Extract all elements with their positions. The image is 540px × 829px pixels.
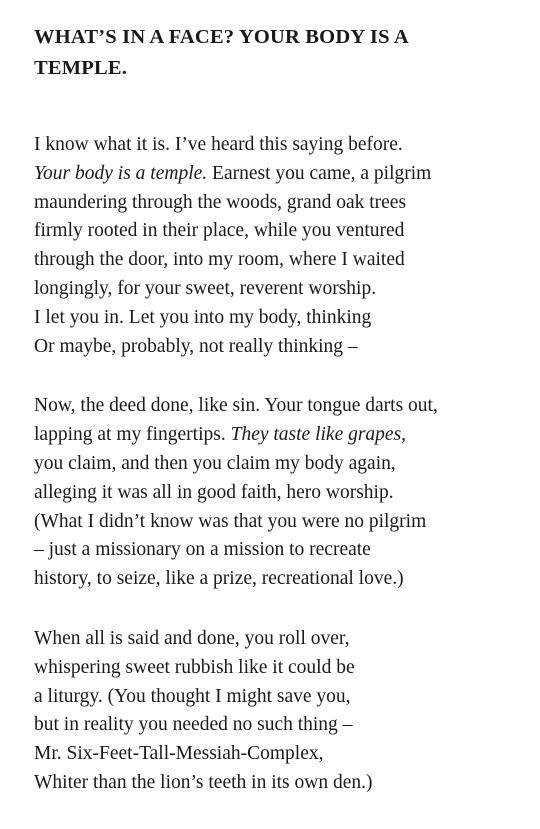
line-text: – just a missionary on a mission to recreate [34, 539, 371, 561]
line-text: history, to seize, like a prize, recreational love.) [34, 568, 404, 590]
poem-line [34, 625, 524, 654]
poem-title-line-2: TEMPLE. [34, 57, 128, 79]
poem-line [34, 160, 524, 189]
poem-line [34, 275, 524, 304]
line-italic-text: Your body is a temple. [34, 162, 208, 184]
line-text: When all is said and done, you roll over, [34, 627, 350, 649]
poem-line [34, 450, 524, 479]
poem-line [34, 654, 524, 683]
line-text: through the door, into my room, where I waited [34, 249, 405, 271]
poem-line [34, 508, 524, 537]
poem-line [34, 392, 524, 421]
poem-line [34, 565, 524, 594]
line-text: firmly rooted in their place, while you ventured [34, 220, 405, 242]
line-text: but in reality you needed no such thing – [34, 714, 353, 736]
poem-line [34, 217, 524, 246]
stanza-3 [34, 625, 524, 798]
line-text: I let you in. Let you into my body, thinking [34, 306, 372, 328]
poem-line [34, 421, 524, 450]
poem-line [34, 479, 524, 508]
poem-line [34, 246, 524, 275]
line-text: (What I didn’t know was that you were no pilgrim [34, 510, 427, 532]
line-text: Now, the deed done, like sin. Your tongue darts out, [34, 395, 438, 417]
poem-line [34, 740, 524, 769]
line-text: alleging it was all in good faith, hero worship. [34, 481, 394, 503]
line-italic-text: They taste like grapes, [230, 424, 407, 446]
line-text: Mr. Six-Feet-Tall-Messiah-Complex, [34, 743, 324, 765]
stanza-2 [34, 392, 524, 594]
line-text: maundering through the woods, grand oak trees [34, 191, 407, 213]
line-text: Earnest you came, a pilgrim [207, 162, 432, 184]
line-text: you claim, and then you claim my body again, [34, 452, 396, 474]
poem-line [34, 333, 524, 362]
line-text: longingly, for your sweet, reverent worship. [34, 277, 377, 299]
line-text: whispering sweet rubbish like it could be [34, 656, 355, 678]
line-text: Whiter than the lion’s teeth in its own den.) [34, 771, 373, 793]
poem-line [34, 536, 524, 565]
poem-line [34, 683, 524, 712]
poem-title-line-1: WHAT’S IN A FACE? YOUR BODY IS A [34, 26, 409, 48]
line-text: lapping at my fingertips. [34, 424, 231, 446]
poem-page [34, 22, 524, 829]
poem-line [34, 769, 524, 798]
poem-title [34, 22, 524, 84]
poem-line [34, 189, 524, 218]
poem-line [34, 304, 524, 333]
poem-line [34, 131, 524, 160]
line-text: Or maybe, probably, not really thinking – [34, 335, 358, 357]
poem-line [34, 711, 524, 740]
line-text: I know what it is. I’ve heard this saying before. [34, 134, 403, 155]
stanza-1 [34, 131, 524, 361]
line-text: a liturgy. (You thought I might save you, [34, 685, 351, 707]
